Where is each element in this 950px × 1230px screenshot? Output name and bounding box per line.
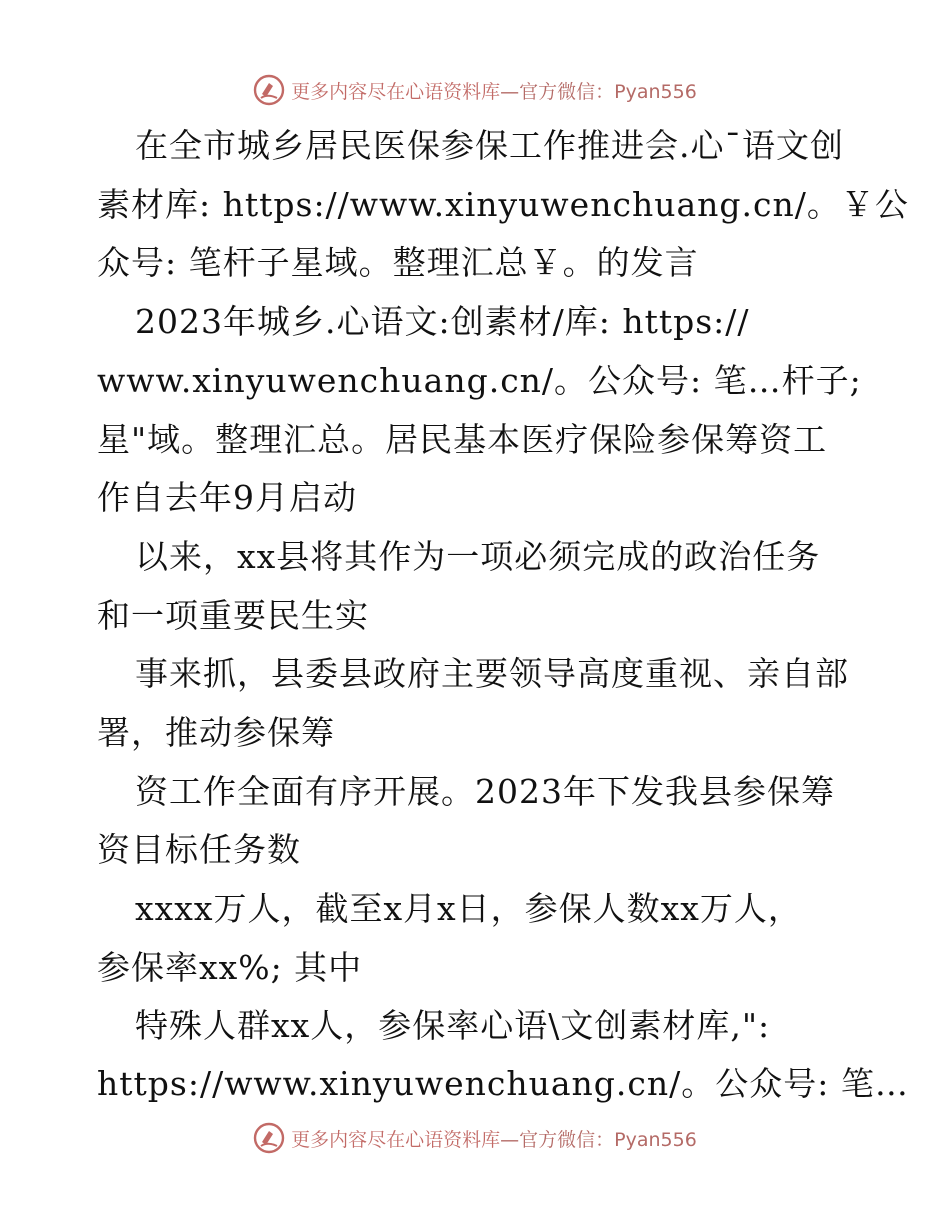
watermark-text: 更多内容尽在心语资料库 [291,80,501,103]
text-line: 参保率xx%; 其中 [97,948,363,987]
text-line: 众号: 笔杆子星域。整理汇总￥。的发言 [97,243,699,282]
header-watermark [0,70,950,110]
text-line: 素材库: https://www.xinyuwenchuang.cn/。￥公 [97,185,909,224]
text-line: 以来，xx县将其作为一项必须完成的政治任务 [135,537,821,576]
text-line: 事来抓，县委县政府主要领导高度重视、亲自部 [135,654,849,693]
text-line: 资工作全面有序开展。2023年下发我县参保筹 [135,772,835,811]
text-line: 2023年城乡.心语文:创素材/库: https:// [135,302,750,341]
text-line: 特殊人群xx人，参保率心语\文创素材库,": [135,1006,771,1045]
text-line: www.xinyuwenchuang.cn/。公众号: 笔…杆子; [97,361,862,400]
watermark-suffix: —官方微信：Pyan556 [500,80,697,103]
book-pen-icon [253,1122,285,1154]
text-line: 星"域。整理汇总。居民基本医疗保险参保筹资工 [97,420,828,459]
text-line: https://www.xinyuwenchuang.cn/。公众号: 笔… [97,1064,909,1103]
text-line: xxxx万人，截至x月x日，参保人数xx万人， [135,889,802,928]
watermark-suffix: —官方微信：Pyan556 [500,1128,697,1151]
watermark-text: 更多内容尽在心语资料库 [291,1128,501,1151]
text-line: 资目标任务数 [97,830,301,869]
text-line: 和一项重要民生实 [97,596,369,635]
text-line: 作自去年9月启动 [97,478,357,517]
text-line: 署，推动参保筹 [97,713,335,752]
text-line: 在全市城乡居民医保参保工作推进会.心¯语文创 [135,126,844,165]
book-pen-icon [253,74,285,106]
footer-watermark [0,1118,950,1158]
